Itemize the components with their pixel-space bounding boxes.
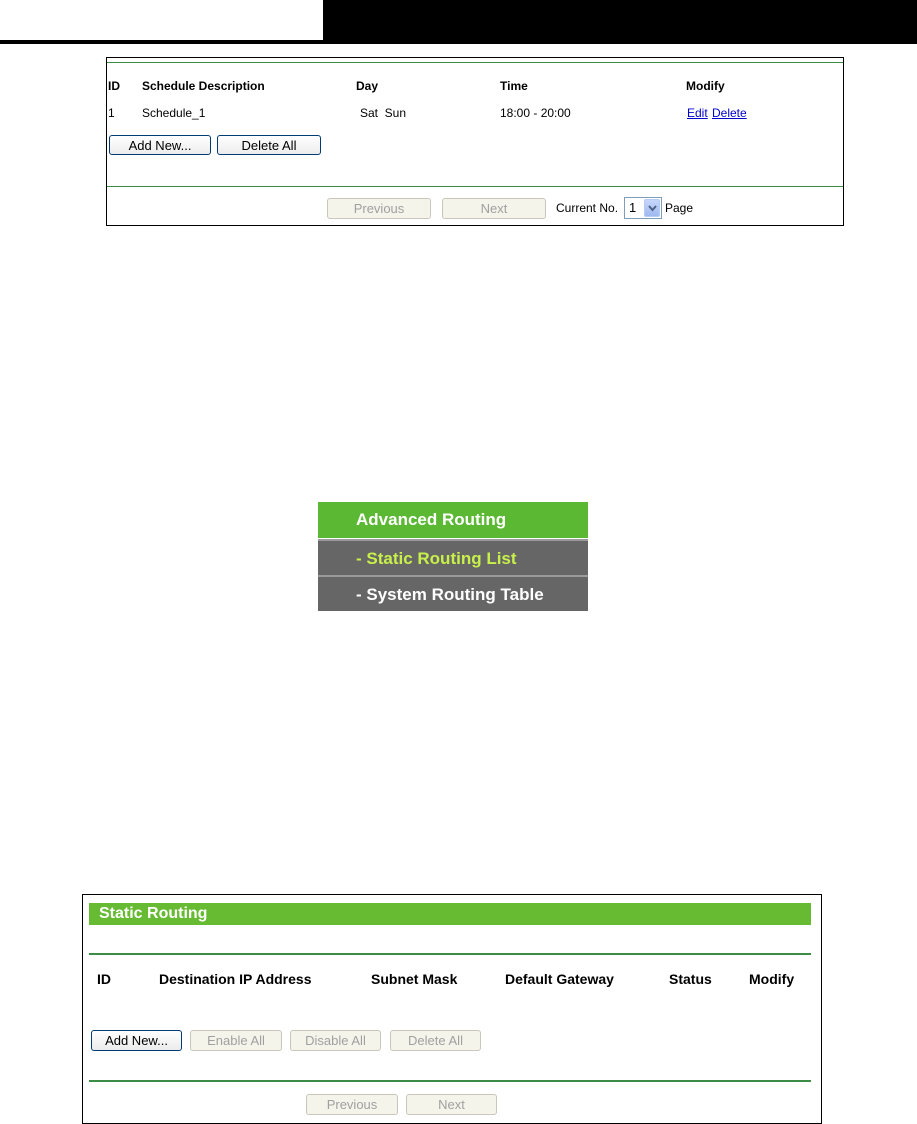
menu-item-static-routing-list[interactable]: - Static Routing List: [318, 539, 588, 575]
static-routing-top-rule: [89, 953, 811, 955]
previous-button[interactable]: Previous: [327, 198, 431, 219]
page-label: Page: [665, 201, 694, 215]
static-routing-title: Static Routing: [89, 903, 811, 925]
col-header-time: Time: [500, 79, 528, 93]
page-select[interactable]: [624, 197, 662, 219]
page-select-value: 1: [629, 200, 637, 215]
delete-all-button[interactable]: Delete All: [217, 135, 321, 155]
col-header-id: ID: [108, 79, 120, 93]
col-header-status: Status: [669, 971, 712, 987]
next-button[interactable]: Next: [442, 198, 546, 219]
add-new-button[interactable]: Add New...: [109, 135, 211, 155]
static-routing-panel: [82, 894, 822, 1124]
row-time: 18:00 - 20:00: [500, 106, 571, 120]
row-description: Schedule_1: [142, 106, 206, 120]
current-no-label: Current No.: [556, 201, 619, 215]
header-black-block: [323, 0, 917, 40]
next-button[interactable]: Next: [406, 1094, 497, 1115]
advanced-routing-menu: [318, 502, 588, 612]
static-routing-bottom-rule: [89, 1080, 811, 1082]
col-header-subnet-mask: Subnet Mask: [371, 971, 458, 987]
chevron-down-icon[interactable]: [644, 199, 660, 217]
col-header-description: Schedule Description: [142, 79, 265, 93]
edit-link[interactable]: Edit: [687, 106, 708, 120]
col-header-modify: Modify: [749, 971, 795, 987]
delete-link[interactable]: Delete: [712, 106, 747, 120]
col-header-destination: Destination IP Address: [159, 971, 312, 987]
previous-button[interactable]: Previous: [306, 1094, 398, 1115]
schedule-top-rule: [107, 62, 843, 63]
add-new-button[interactable]: Add New...: [91, 1030, 182, 1051]
row-day: Sat Sun: [360, 106, 407, 120]
enable-all-button[interactable]: Enable All: [190, 1030, 282, 1051]
disable-all-button[interactable]: Disable All: [290, 1030, 381, 1051]
delete-all-button[interactable]: Delete All: [390, 1030, 481, 1051]
col-header-default-gateway: Default Gateway: [505, 971, 614, 987]
schedule-bottom-rule: [107, 186, 843, 187]
schedule-panel: [106, 57, 844, 226]
menu-header-advanced-routing[interactable]: Advanced Routing: [318, 502, 588, 538]
col-header-id: ID: [97, 971, 111, 987]
menu-item-system-routing-table[interactable]: - System Routing Table: [318, 575, 588, 611]
header-rule: [0, 40, 917, 44]
col-header-day: Day: [356, 79, 379, 93]
col-header-modify: Modify: [686, 79, 725, 93]
row-id: 1: [108, 106, 115, 120]
